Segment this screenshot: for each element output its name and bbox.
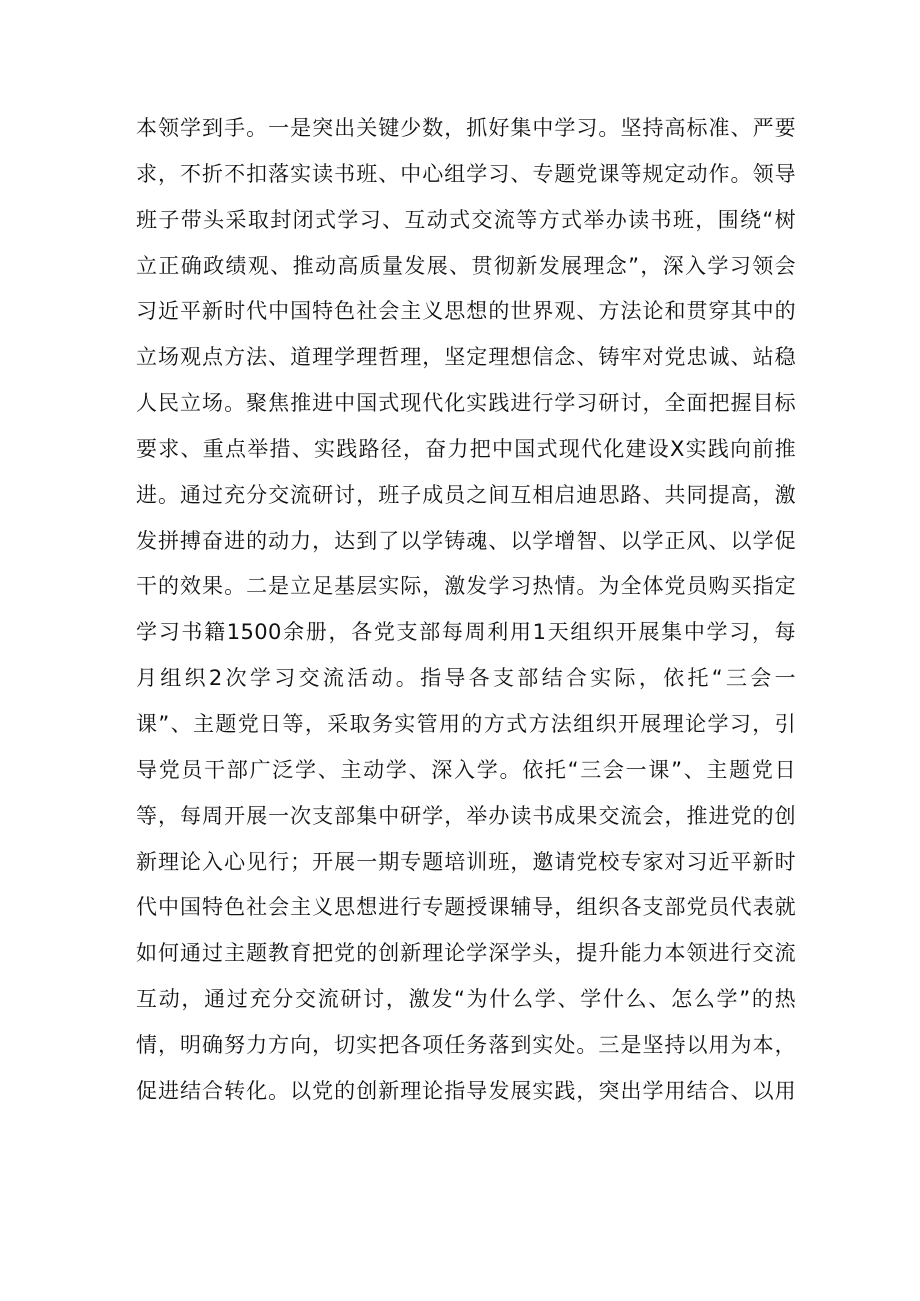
text-line: 课”、主题党日等，采取务实管用的方式方法组织开展理论学习，引 bbox=[136, 711, 796, 736]
text-line: 月组织2次学习交流活动。指导各支部结合实际，依托“三会一 bbox=[136, 666, 796, 691]
text-line: 进。通过充分交流研讨，班子成员之间互相启迪思路、共同提高，激 bbox=[136, 482, 796, 507]
text-line: 代中国特色社会主义思想进行专题授课辅导，组织各支部党员代表就 bbox=[136, 895, 796, 920]
text-line: 等，每周开展一次支部集中研学，举办读书成果交流会，推进党的创 bbox=[136, 803, 796, 828]
text-line: 本领学到手。一是突出关键少数，抓好集中学习。坚持高标准、严要 bbox=[136, 116, 796, 140]
text-line: 习近平新时代中国特色社会主义思想的世界观、方法论和贯穿其中的 bbox=[136, 299, 796, 324]
text-line: 求，不折不扣落实读书班、中心组学习、专题党课等规定动作。领导 bbox=[136, 161, 796, 186]
text-line: 导党员干部广泛学、主动学、深入学。依托“三会一课”、主题党日 bbox=[136, 757, 796, 782]
text-line: 要求、重点举措、实践路径，奋力把中国式现代化建设X实践向前推 bbox=[136, 436, 796, 461]
text-line: 互动，通过充分交流研讨，激发“为什么学、学什么、怎么学”的热 bbox=[136, 987, 796, 1012]
text-line: 干的效果。二是立足基层实际，激发学习热情。为全体党员购买指定 bbox=[136, 574, 796, 599]
text-line: 发拼搏奋进的动力，达到了以学铸魂、以学增智、以学正风、以学促 bbox=[136, 528, 796, 553]
text-line: 促进结合转化。以党的创新理论指导发展实践，突出学用结合、以用 bbox=[136, 1078, 796, 1103]
text-line: 立场观点方法、道理学理哲理，坚定理想信念、铸牢对党忠诚、站稳 bbox=[136, 345, 796, 370]
text-line: 如何通过主题教育把党的创新理论学深学头，提升能力本领进行交流 bbox=[136, 941, 796, 966]
text-line: 新理论入心见行；开展一期专题培训班，邀请党校专家对习近平新时 bbox=[136, 849, 796, 874]
text-line: 学习书籍1500余册，各党支部每周利用1天组织开展集中学习，每 bbox=[136, 620, 796, 645]
body-paragraph bbox=[136, 106, 796, 1115]
text-line: 人民立场。聚焦推进中国式现代化实践进行学习研讨，全面把握目标 bbox=[136, 391, 796, 416]
text-line: 立正确政绩观、推动高质量发展、贯彻新发展理念”，深入学习领会 bbox=[136, 253, 796, 278]
text-line: 情，明确努力方向，切实把各项任务落到实处。三是坚持以用为本， bbox=[136, 1032, 796, 1057]
text-line: 班子带头采取封闭式学习、互动式交流等方式举办读书班，围绕“树 bbox=[136, 207, 796, 232]
